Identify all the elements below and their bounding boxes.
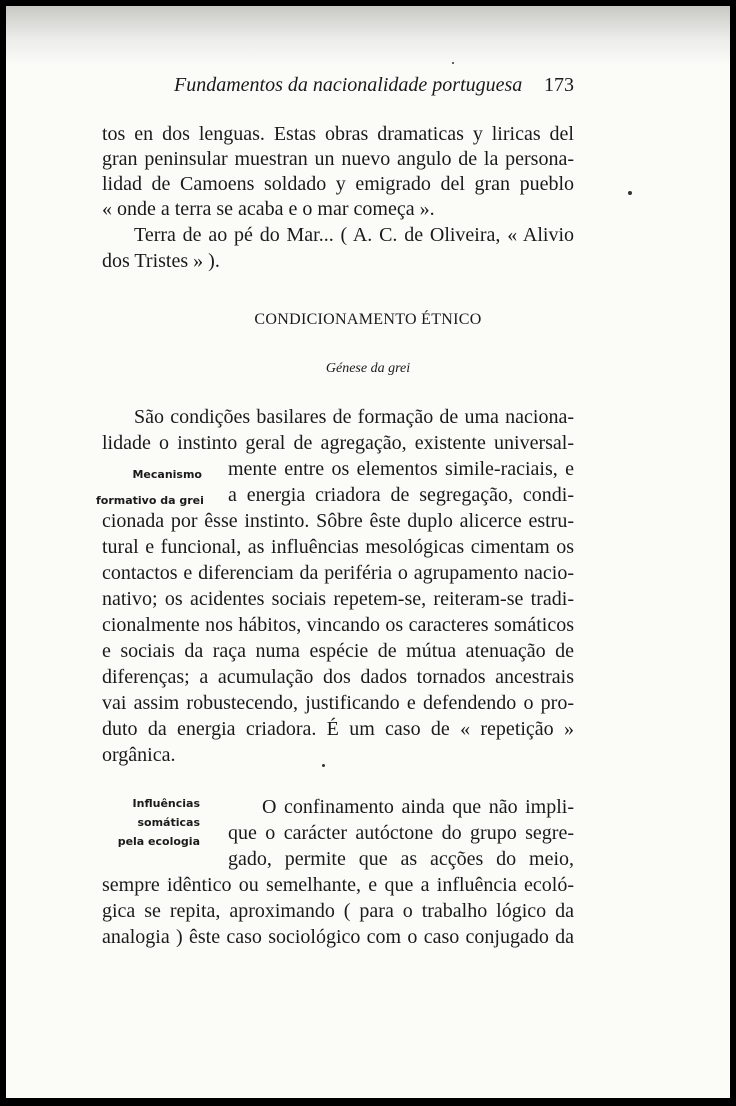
scan-speck bbox=[322, 764, 325, 767]
text-line: nativo; os acidentes sociais repetem-se, reiteram-se tradi- bbox=[102, 588, 574, 610]
text-line: gado, permite que as acções do meio, bbox=[228, 848, 574, 870]
margin-note-line: pela ecologia bbox=[117, 835, 200, 848]
text-line: cionalmente nos hábitos, vincando os caracteres somáticos bbox=[102, 614, 574, 636]
text-line: lidad de Camoens soldado y emigrado del gran pueblo bbox=[102, 173, 574, 195]
text-line: « onde a terra se acaba e o mar começa ». bbox=[102, 198, 435, 220]
text-line: cionada por êsse instinto. Sôbre êste duplo alicerce estru- bbox=[102, 510, 574, 532]
margin-note-line: Influências bbox=[132, 797, 200, 810]
text-line: dos Tristes » ). bbox=[102, 250, 220, 272]
text-line: orgânica. bbox=[102, 744, 176, 766]
text-line: sempre idêntico ou semelhante, e que a influência ecoló- bbox=[102, 874, 574, 896]
text-line: a energia criadora de segregação, condi- bbox=[228, 484, 574, 506]
text-line: contactos e diferenciam da periféria o agrupamento nacio- bbox=[102, 562, 574, 584]
scan-speck bbox=[452, 62, 454, 64]
text-line: tural e funcional, as influências mesológicas cimentam os bbox=[102, 536, 574, 558]
margin-note-line: Mecanismo bbox=[132, 468, 202, 481]
scan-speck bbox=[628, 191, 632, 195]
page-number: 173 bbox=[544, 74, 574, 96]
subsection-title: Génese da grei bbox=[325, 361, 411, 376]
text-line: e sociais da raça numa espécie de mútua atenuação de bbox=[102, 640, 574, 662]
text-line: duto da energia criadora. É um caso de « repetição » bbox=[102, 718, 574, 740]
text-line: Terra de ao pé do Mar... ( A. C. de Oliveira, « Alivio bbox=[134, 224, 574, 246]
margin-note-line: somáticas bbox=[137, 816, 200, 829]
text-line: analogia ) êste caso sociológico com o caso conjugado da bbox=[102, 926, 574, 948]
book-page bbox=[6, 6, 730, 1098]
text-line: que o carácter autóctone do grupo segre- bbox=[228, 822, 574, 844]
text-line: São condições basilares de formação de uma naciona- bbox=[134, 406, 574, 428]
text-line: O confinamento ainda que não impli- bbox=[262, 796, 574, 818]
text-line: mente entre os elementos simile-raciais, e bbox=[228, 458, 574, 480]
text-line: vai assim robustecendo, justificando e defendendo o pro- bbox=[102, 692, 574, 714]
text-line: lidade o instinto geral de agregação, existente universal- bbox=[102, 432, 574, 454]
running-title: Fundamentos da nacionalidade portuguesa bbox=[174, 74, 523, 96]
margin-note-influencias bbox=[96, 794, 200, 851]
section-title: CONDICIONAMENTO ÉTNICO bbox=[254, 311, 482, 328]
margin-note-mecanismo bbox=[96, 462, 202, 514]
margin-note-line: formativo da grei bbox=[96, 494, 204, 507]
text-line: tos en dos lenguas. Estas obras dramaticas y liricas del bbox=[102, 123, 574, 145]
text-line: gica se repita, aproximando ( para o trabalho lógico da bbox=[102, 900, 574, 922]
text-line: diferenças; a acumulação dos dados tornados ancestrais bbox=[102, 666, 574, 688]
text-line: gran peninsular muestran un nuevo angulo de la persona- bbox=[102, 148, 574, 170]
